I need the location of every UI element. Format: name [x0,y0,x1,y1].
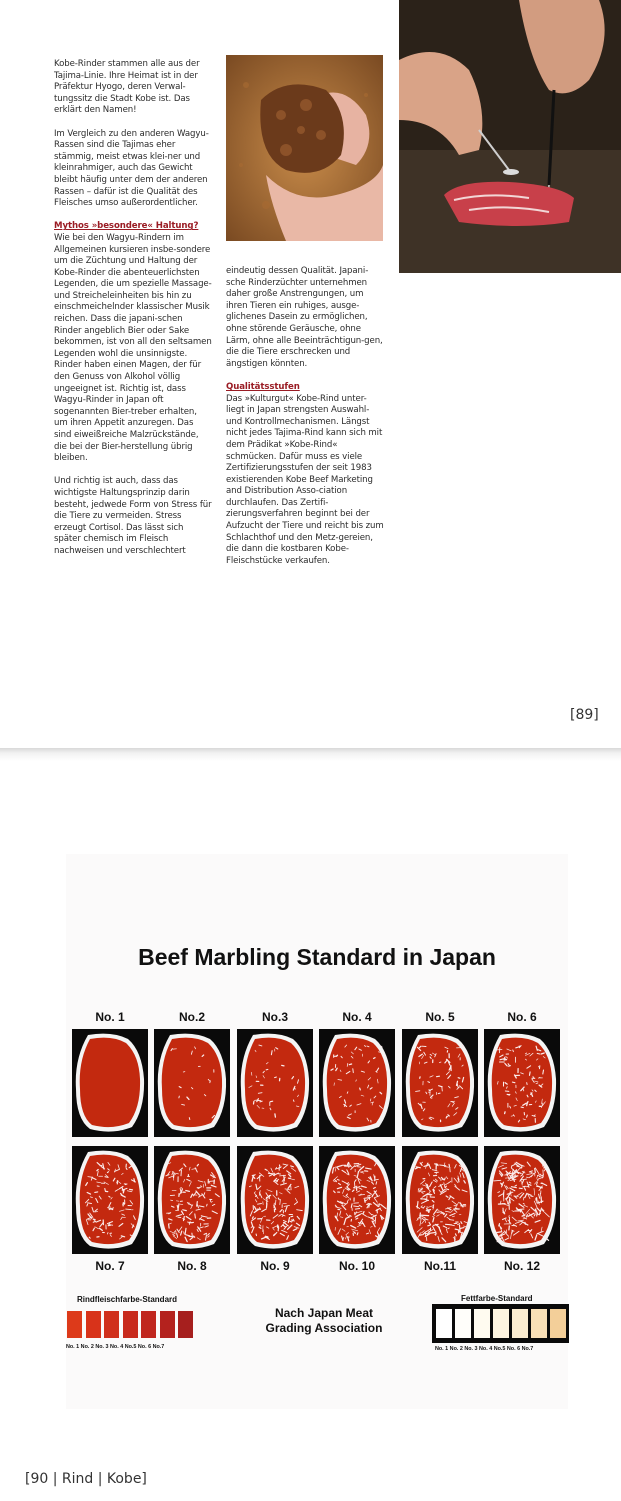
marbling-fleck [446,1116,447,1118]
marbling-cut-grade-12 [484,1146,560,1254]
marbling-fleck [271,1051,272,1055]
paragraph-mythos: Wie bei den Wagyu-Rindern im Allgemeinen kursieren insbe-sondere um die Züchtung und Haltung der Kobe-Rinder die abenteuerlichsten Legenden, die um spezielle Massage- und Streicheleinheiten bis hin zu einschmeichelnder klassischer Musik reichen. Dass die japani-schen Rinder angeblich Bier oder Sake bekommen, ist von all den seltsamen Legenden wohl die unsinnigste. Rinder haben einen Magen, der für den Genuss von Alkohol völlig ungeeignet ist. Richtig ist, dass Wagyu-Rinder in Japan oft sogenannten Bier-treber erhalten, um ihren Appetit anzuregen. Das sind eiweißreiche Malzrückstände, die bei der Bier-herstellung übrig bleiben. [54,232,212,464]
marbling-fleck [435,1164,438,1165]
marbling-fleck [335,1216,336,1218]
marbling-fleck [379,1204,380,1207]
grading-association-credit [244,1306,404,1336]
lean-meat [492,1038,552,1127]
fat-color-swatch-3 [474,1309,490,1338]
meat-color-swatch-3 [104,1311,119,1338]
marbling-cut-grade-2 [154,1029,230,1137]
marbling-fleck [130,1189,133,1190]
marbling-fleck [183,1210,187,1211]
marbling-fleck [455,1229,458,1230]
page-89 [0,0,621,748]
marbling-fleck [515,1175,516,1178]
marbling-fleck [134,1179,135,1182]
text-column-2 [226,266,384,579]
fat-color-swatch-6 [531,1309,547,1338]
marbling-fleck [89,1237,90,1238]
marbling-fleck [527,1102,528,1106]
marbling-fleck [269,1173,273,1174]
marbling-fleck [456,1234,457,1236]
fat-color-swatch-4 [493,1309,509,1338]
grade-label-top-6: No. 6 [507,1010,537,1024]
marbling-fleck [527,1115,528,1117]
marbling-cut-grade-4 [319,1029,395,1137]
marbling-fleck [363,1212,364,1214]
marbling-fleck [374,1188,376,1189]
marbling-fleck [185,1228,186,1233]
lean-meat [410,1038,470,1127]
marbling-fleck [260,1101,262,1102]
marbling-fleck [535,1169,536,1173]
marbling-fleck [523,1197,524,1200]
marbling-fleck [449,1164,450,1166]
marbling-fleck [207,1204,208,1206]
grade-label-top-1: No. 1 [95,1010,125,1024]
meat-color-swatch-2 [86,1311,101,1338]
marbling-fleck [107,1172,108,1173]
grade-label-bottom-7: No. 7 [95,1259,125,1273]
marbling-fleck [496,1232,502,1233]
marbling-fleck [428,1082,430,1083]
marbling-fleck [357,1233,358,1235]
marbling-fleck [437,1076,440,1077]
marbling-fleck [293,1100,294,1102]
marbling-fleck [258,1093,262,1094]
fat-color-swatch-box [432,1304,569,1343]
heading-quality-levels: Qualitätsstufen [226,381,300,392]
meat-color-standard-title: Rindfleischfarbe-Standard [77,1295,178,1304]
marbling-cut-grade-11 [402,1146,478,1254]
marbling-standard-figure [66,854,568,1409]
marbling-fleck [105,1189,106,1192]
credit-line-1: Nach Japan Meat [274,1306,374,1320]
marbling-fleck [252,1217,253,1219]
marbling-cut-grade-1 [72,1029,148,1137]
fat-color-swatch-2 [455,1309,471,1338]
grade-label-bottom-9: No. 9 [260,1259,290,1273]
fat-color-swatch-5 [512,1309,528,1338]
photo-chef-slicing-wagyu [399,0,621,273]
marbling-fleck [494,1180,501,1181]
marbling-fleck [169,1224,170,1228]
marbling-fleck [374,1058,375,1059]
marbling-fleck [282,1065,284,1066]
marbling-cut-grade-7 [72,1146,148,1254]
marbling-fleck [197,1202,198,1207]
marbling-fleck [438,1093,440,1094]
paragraph-quality-levels: Das »Kulturgut« Kobe-Rind unter-liegt in Japan strengsten Auswahl- und Kontrollmechanismen. Längst nicht jedes Tajima-Rind kann sich mit dem Prädikat »Kobe-Rind« schmücken. Dafür muss es viele Zertifizierungsstufen der seit 1983 existierenden Kobe Beef Marketing and Distribution Asso-ciation durchlaufen. Das Zertifi-zierungsverfahren beginnt bei der Aufzucht der Tiere und reicht bis zum Schlachthof und den Metz-gereien, die dann die kostbaren Kobe-Fleischstücke verkaufen. [226,393,384,566]
marbling-fleck [186,1191,190,1192]
marbling-fleck [460,1228,464,1229]
marbling-fleck [275,1114,276,1117]
marbling-fleck [522,1181,523,1185]
grade-label-bottom-12: No. 12 [503,1259,540,1273]
fat-color-scale-labels: No. 1 No. 2 No. 3 No. 4 No.5 No. 6 No.7 [435,1346,534,1352]
marbling-fleck [107,1233,108,1235]
marbling-fleck [87,1204,88,1206]
marbling-fleck [336,1055,337,1056]
marbling-fleck [355,1209,359,1210]
marbling-fleck [270,1101,272,1102]
marbling-fleck [209,1181,215,1182]
marbling-fleck [537,1182,538,1184]
marbling-fleck [445,1186,446,1187]
marbling-fleck [88,1203,92,1204]
marbling-fleck [523,1203,524,1204]
marbling-fleck [126,1209,131,1210]
marbling-fleck [543,1070,544,1074]
marbling-fleck [447,1189,449,1190]
fat-color-standard-title: Fettfarbe-Standard [461,1294,533,1303]
paragraph-quality-continued: eindeutig dessen Qualität. Japani-sche Rinderzüchter unternehmen daher große Anstrengungen, um ihren Tieren ein ruhiges, ausge-glichenes Dasein zu ermöglichen, ohne störende Geräusche, ohne Lärm, ohne alle Beeinträchtigun-gen, die die Tiere erschrecken und ängstigen könnten. [226,266,383,369]
marbling-cut-grade-6 [484,1029,560,1137]
marbling-fleck [351,1204,352,1208]
lean-meat [80,1038,140,1127]
grade-label-top-2: No.2 [178,1010,205,1024]
marbling-fleck [353,1069,354,1073]
meat-color-scale-labels: No. 1 No. 2 No. 3 No. 4 No.5 No. 6 No.7 [66,1344,165,1350]
page-divider [0,748,621,761]
marbling-fleck [90,1197,92,1198]
marbling-fleck [275,1200,276,1205]
photo-hands-with-malt [226,55,383,241]
marbling-fleck [442,1087,443,1091]
grade-label-top-4: No. 4 [342,1010,372,1024]
fat-color-swatch-1 [436,1309,452,1338]
marbling-fleck [93,1219,95,1220]
marbling-cut-grade-9 [237,1146,313,1254]
marbling-fleck [512,1231,513,1233]
marbling-cut-grade-5 [402,1029,478,1137]
marbling-cut-grade-3 [237,1029,313,1137]
marbling-fleck [197,1188,199,1189]
marbling-fleck [266,1197,267,1199]
marbling-cut-grade-8 [154,1146,230,1254]
marbling-fleck [266,1069,268,1070]
paragraph-stress: Und richtig ist auch, dass das wichtigste Haltungsprinzip darin besteht, jedwede Form von Stress für die Tiere zu vermeiden. Stress erzeugt Cortisol. Das lässt sich später chemisch im Fleisch nachweisen und verschlechtert [54,476,212,556]
marbling-fleck [337,1180,339,1181]
page-90 [0,761,621,1501]
marbling-fleck [513,1050,514,1052]
marbling-fleck [126,1168,127,1169]
marbling-fleck [428,1225,430,1226]
meat-color-swatch-4 [123,1311,138,1338]
page-footer: [90 | Rind | Kobe] [25,1471,147,1487]
grade-label-bottom-8: No. 8 [177,1259,207,1273]
grade-label-bottom-10: No. 10 [338,1259,375,1273]
page-number: [89] [570,707,599,723]
marbling-fleck [505,1057,506,1059]
marbling-fleck [508,1203,509,1204]
grade-label-bottom-11: No.11 [423,1259,456,1273]
marbling-fleck [517,1209,524,1210]
marbling-fleck [534,1214,535,1216]
marbling-fleck [368,1204,371,1205]
marbling-fleck [458,1078,460,1079]
marbling-fleck [374,1191,376,1192]
marbling-fleck [416,1091,420,1092]
marbling-fleck [504,1190,505,1196]
text-column-1 [54,59,212,569]
grade-label-top-3: No.3 [261,1010,288,1024]
marbling-fleck [355,1183,356,1189]
paragraph-kobe-origin: Kobe-Rinder stammen alle aus der Tajima-Linie. Ihre Heimat ist in der Präfektur Hyogo, deren Verwal-tungssitz die Stadt Kobe ist. Das erklärt den Namen! [54,59,200,116]
marbling-fleck [437,1212,441,1213]
marbling-fleck [356,1212,357,1213]
marbling-fleck [275,1077,277,1078]
marbling-fleck [189,1118,190,1120]
lean-meat [162,1155,222,1244]
paragraph-tajima-comparison: Im Vergleich zu den anderen Wagyu-Rassen sind die Tajimas eher stämmig, meist etwas klei-ner und kleinrahmiger, auch das Gewicht bleibt häufig unter dem der anderen Rassen – dafür ist die Qualität des Fleisches umso außerordentlicher. [54,128,209,209]
meat-color-swatch-7 [178,1311,193,1338]
marbling-fleck [527,1215,528,1217]
marbling-fleck [376,1182,377,1185]
meat-color-swatch-5 [141,1311,156,1338]
fat-color-swatch-7 [550,1309,566,1338]
figure-title: Beef Marbling Standard in Japan [138,944,496,970]
marbling-fleck [195,1214,196,1218]
marbling-fleck [444,1163,445,1165]
marbling-fleck [171,1200,173,1201]
marbling-fleck [349,1064,351,1065]
meat-color-swatch-6 [160,1311,175,1338]
marbling-fleck [512,1082,515,1083]
marbling-fleck [426,1219,428,1220]
marbling-fleck [523,1186,526,1187]
credit-line-2: Grading Association [265,1321,383,1335]
marbling-fleck [507,1094,509,1095]
marbling-fleck [97,1170,98,1171]
heading-mythos: Mythos »besondere« Haltung? [54,221,199,232]
marbling-fleck [95,1192,98,1193]
marbling-fleck [505,1112,506,1114]
marbling-cut-grade-10 [319,1146,395,1254]
meat-color-swatch-1 [67,1311,82,1338]
marbling-fleck [529,1185,531,1186]
marbling-fleck [530,1072,531,1075]
grade-label-top-5: No. 5 [425,1010,455,1024]
marbling-fleck [121,1236,124,1237]
marbling-fleck [174,1173,175,1178]
marbling-fleck [521,1107,523,1108]
marbling-fleck [296,1163,298,1164]
marbling-fleck [360,1088,361,1090]
marbling-fleck [192,1233,193,1237]
marbling-fleck [537,1198,538,1203]
marbling-fleck [537,1053,540,1054]
